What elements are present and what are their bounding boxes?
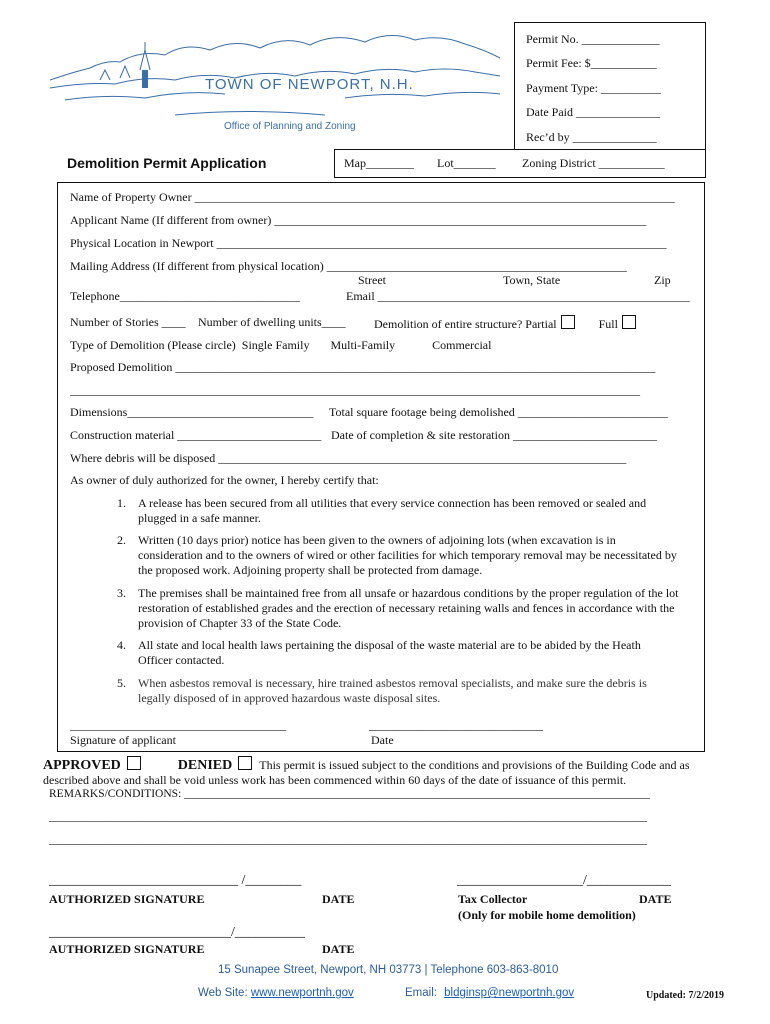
- single-family-option[interactable]: Single Family: [241, 338, 310, 352]
- date-paid-field[interactable]: Date Paid ______________: [526, 105, 660, 119]
- proposed-field[interactable]: Proposed Demolition ________________________________________________________________________________: [70, 360, 656, 374]
- zoning-field[interactable]: Zoning District ___________: [522, 156, 665, 170]
- demolition-type-row: [70, 338, 491, 353]
- authorized-date-label-2: DATE: [322, 942, 355, 956]
- tax-collector-note: (Only for mobile home demolition): [458, 908, 636, 922]
- tax-collector-label: Tax Collector: [458, 892, 528, 906]
- footer-email: [405, 987, 574, 999]
- permit-no-field[interactable]: Permit No. _____________: [526, 32, 660, 46]
- commercial-option[interactable]: Commercial: [432, 338, 492, 352]
- remarks-line3[interactable]: ________________________________________________________________________________________________________: [49, 834, 647, 846]
- type-label: Type of Demolition (Please circle): [70, 338, 236, 352]
- approved-label: APPROVED: [43, 758, 121, 773]
- mailing-field[interactable]: Mailing Address (If different from physical location) __________________________________________________: [70, 259, 627, 273]
- applicant-signature-line[interactable]: ____________________________________: [70, 718, 286, 732]
- authorized-date-label-1: DATE: [322, 892, 355, 906]
- lot-field[interactable]: Lot_______: [437, 156, 496, 170]
- web-label: Web Site:: [198, 987, 248, 999]
- condition-text: All state and local health laws pertaining the disposal of the waste material are to be abided by the Heath Officer contacted.: [138, 638, 641, 667]
- sqft-field[interactable]: Total square footage being demolished _________________________: [329, 405, 668, 419]
- proposed-field-line2[interactable]: _______________________________________________________________________________________________: [70, 383, 640, 397]
- approval-row: [43, 756, 690, 774]
- signature-label: Signature of applicant: [70, 733, 176, 747]
- remarks-line2[interactable]: ________________________________________________________________________________________________________: [49, 811, 647, 823]
- debris-field[interactable]: Where debris will be disposed ____________________________________________________________________: [70, 451, 627, 465]
- condition-text: A release has been secured from all utilities that every service connection has been removed or sealed and plugged in a safe manner.: [138, 496, 647, 525]
- certify-text: As owner of duly authorized for the owner, I hereby certify that:: [70, 473, 379, 487]
- authorized-signature-line-1[interactable]: ___________________________ /________: [49, 873, 302, 888]
- website-link[interactable]: www.newportnh.gov: [250, 987, 354, 999]
- footer-address: 15 Sunapee Street, Newport, NH 03773 | Telephone 603-863-8010: [218, 964, 559, 976]
- town-state-label: Town, State: [503, 273, 561, 287]
- town-name: TOWN OF NEWPORT, N.H.: [205, 76, 414, 93]
- condition-number: 4.: [117, 638, 126, 652]
- zip-label: Zip: [654, 273, 671, 287]
- date-label: Date: [371, 733, 394, 747]
- entire-structure-label: [374, 315, 636, 332]
- approved-checkbox[interactable]: [127, 756, 141, 770]
- multi-family-option[interactable]: Multi-Family: [330, 338, 396, 352]
- partial-label: Partial: [525, 317, 557, 331]
- entire-structure-text: Demolition of entire structure?: [374, 317, 523, 331]
- denied-label: DENIED: [177, 758, 233, 773]
- condition-number: 3.: [117, 586, 126, 600]
- footer-web: [198, 987, 354, 999]
- page-title: Demolition Permit Application: [67, 155, 267, 171]
- condition-text: The premises shall be maintained free from all unsafe or hazardous conditions by the proper regulation of the lot restoration of established grades and the erection of necessary retaining walls and fences in accordance with the provision of Chapter 33 of the State Code.: [138, 586, 679, 630]
- recd-by-field[interactable]: Rec’d by ______________: [526, 130, 657, 144]
- email-field[interactable]: Email ____________________________________________________: [346, 289, 690, 303]
- stories-field[interactable]: Number of Stories ____: [70, 315, 186, 329]
- full-label: Full: [598, 317, 618, 331]
- dimensions-field[interactable]: Dimensions_______________________________: [70, 405, 314, 419]
- office-name: Office of Planning and Zoning: [224, 121, 356, 132]
- updated-date: Updated: 7/2/2019: [646, 990, 725, 1001]
- email-label: Email:: [405, 987, 437, 999]
- authorized-signature-line-2[interactable]: __________________________/__________: [49, 925, 305, 940]
- partial-checkbox[interactable]: [561, 315, 575, 329]
- map-field[interactable]: Map________: [344, 156, 414, 170]
- remarks-field[interactable]: REMARKS/CONDITIONS: _________________________________________________________________________________: [49, 788, 650, 800]
- material-field[interactable]: Construction material ________________________: [70, 428, 322, 442]
- permit-fee-field[interactable]: Permit Fee: $___________: [526, 56, 657, 70]
- tax-collector-line[interactable]: __________________/____________: [457, 873, 671, 888]
- authorized-signature-label-1: AUTHORIZED SIGNATURE: [49, 892, 205, 906]
- owner-field[interactable]: Name of Property Owner ________________________________________________________________________________: [70, 190, 675, 204]
- payment-type-field[interactable]: Payment Type: __________: [526, 81, 661, 95]
- condition-number: 5.: [117, 676, 126, 690]
- location-field[interactable]: Physical Location in Newport ___________________________________________________________________________: [70, 236, 667, 250]
- condition-number: 1.: [117, 496, 126, 510]
- full-checkbox[interactable]: [622, 315, 636, 329]
- tax-collector-date-label: DATE: [639, 892, 672, 906]
- condition-text: Written (10 days prior) notice has been given to the owners of adjoining lots (when excavation is in consideration and to the owners of wired or other facilities for which temporary removal may be necessitated by the proposed work. Adjoining property shall be protected from damage.: [138, 533, 677, 577]
- completion-field[interactable]: Date of completion & site restoration ________________________: [331, 428, 657, 442]
- applicant-field[interactable]: Applicant Name (If different from owner) ______________________________________________________________: [70, 213, 647, 227]
- applicant-date-line[interactable]: _____________________________: [369, 718, 543, 732]
- denied-checkbox[interactable]: [238, 756, 252, 770]
- dwelling-units-field[interactable]: Number of dwelling units____: [198, 315, 346, 329]
- authorized-signature-label-2: AUTHORIZED SIGNATURE: [49, 942, 205, 956]
- email-link[interactable]: bldginsp@newportnh.gov: [444, 987, 575, 999]
- street-label: Street: [358, 273, 386, 287]
- permit-notice-line1: This permit is issued subject to the conditions and provisions of the Building Code and as: [259, 758, 690, 772]
- condition-text: When asbestos removal is necessary, hire trained asbestos removal specialists, and make sure the debris is legally disposed of in approved hazardous waste disposal sites.: [138, 676, 647, 705]
- telephone-field[interactable]: Telephone______________________________: [70, 289, 300, 303]
- condition-number: 2.: [117, 533, 126, 547]
- permit-notice-line2: described above and shall be void unless work has been commenced within 60 days of the date of issuance of this permit.: [43, 773, 627, 787]
